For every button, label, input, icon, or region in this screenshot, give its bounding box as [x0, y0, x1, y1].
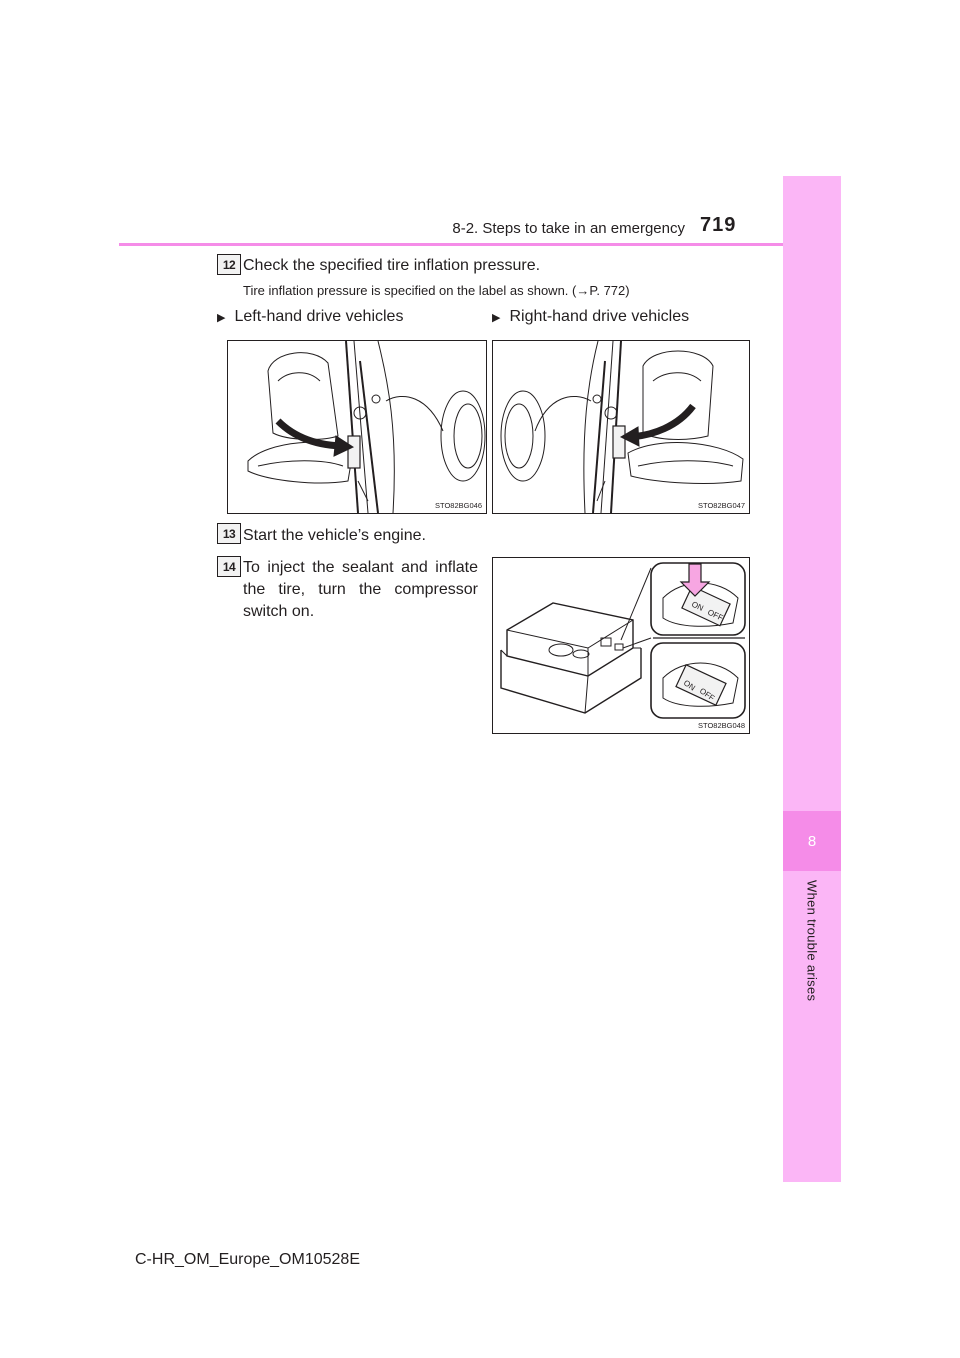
compressor-figure-code: STO82BG048 — [698, 721, 745, 730]
compressor-switch-illustration — [493, 558, 749, 733]
chapter-number: 8 — [807, 832, 817, 850]
step-13-badge — [217, 523, 241, 544]
section-title: 8-2. Steps to take in an emergency — [452, 220, 685, 237]
right-hand-drive-figure — [492, 340, 750, 514]
left-hand-drive-label: ▶ Left-hand drive vehicles — [217, 308, 404, 325]
step-12-note: Tire inflation pressure is specified on the label as shown. (→P. 772) — [243, 283, 630, 298]
chapter-side-tab — [783, 176, 841, 1182]
chapter-title: When trouble arises — [804, 880, 820, 1002]
switch-off-label-top: OFF — [706, 607, 725, 623]
left-figure-code: STO82BG046 — [435, 501, 482, 510]
step-14-number: 14 — [222, 559, 236, 574]
door-pillar-label-illustration-left — [228, 341, 486, 513]
page-number: 719 — [700, 214, 737, 236]
door-pillar-label-illustration-right — [493, 341, 749, 513]
triangle-bullet-icon: ▶ — [492, 311, 501, 324]
triangle-bullet-icon: ▶ — [217, 311, 226, 324]
right-hand-drive-label: ▶ Right-hand drive vehicles — [492, 308, 690, 325]
step-12-badge — [217, 254, 241, 275]
switch-off-label-bottom: OFF — [697, 686, 717, 703]
compressor-figure — [492, 557, 750, 734]
step-14-badge — [217, 556, 241, 577]
left-hand-drive-figure — [227, 340, 487, 514]
switch-on-label-bottom: ON — [681, 678, 697, 693]
step-14-text: To inject the sealant and inflate the tire, turn the compressor switch on. — [243, 559, 478, 620]
switch-on-label-top: ON — [690, 599, 705, 613]
step-12-text: Check the specified tire inflation pressure. — [243, 257, 541, 274]
step-12-number: 12 — [222, 257, 236, 272]
step-13-number: 13 — [222, 526, 236, 541]
chapter-title-wrap — [783, 880, 841, 1030]
header-rule — [119, 243, 784, 246]
document-id: C-HR_OM_Europe_OM10528E — [135, 1251, 360, 1268]
chapter-number-box — [783, 811, 841, 871]
step-13-text: Start the vehicle’s engine. — [243, 527, 426, 544]
right-figure-code: STO82BG047 — [698, 501, 745, 510]
